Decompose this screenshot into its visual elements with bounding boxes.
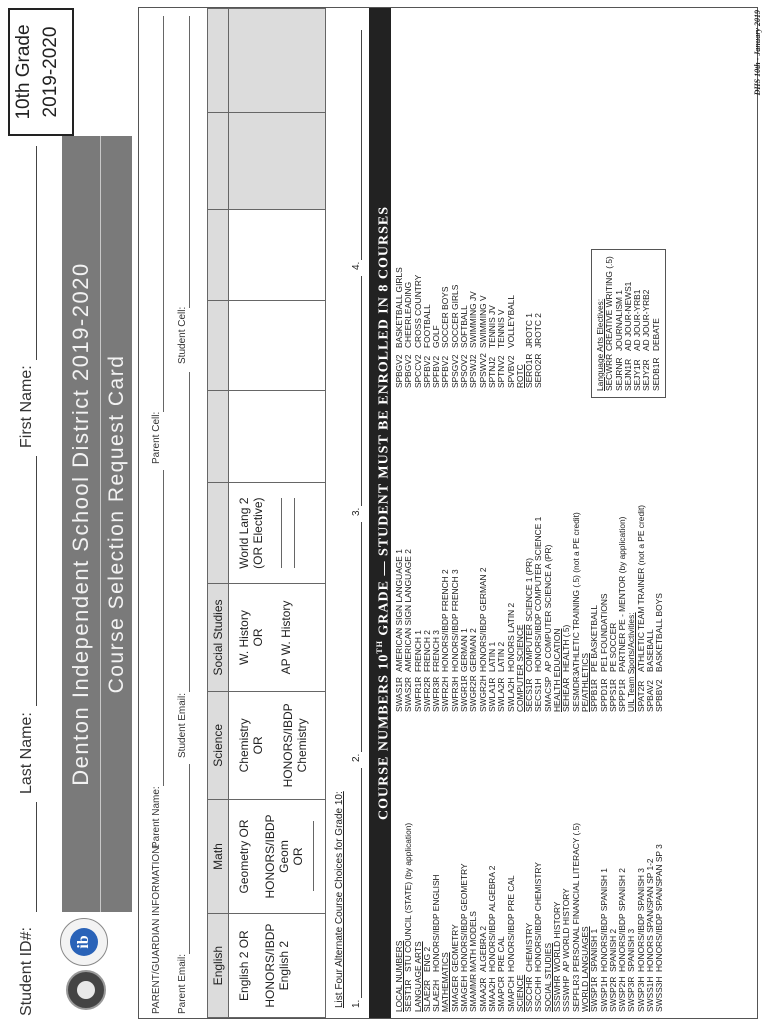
course-name: HONORS/IBDP GEOMETRY <box>459 863 470 972</box>
banner-superscript: TH <box>375 640 384 654</box>
course-name: ALGEBRA 2 <box>477 925 488 972</box>
language-arts-electives-box <box>591 249 666 398</box>
last-name-field[interactable] <box>36 456 37 706</box>
course-code: SPSWJ2 <box>468 354 479 388</box>
course-code: SPPB1R <box>589 678 600 712</box>
student-email-label: Student Email: <box>177 692 188 758</box>
math-or: OR <box>291 847 305 866</box>
header-english: English <box>208 914 229 1018</box>
course-code: SWSS1H <box>645 976 656 1012</box>
section-heading: ROTC <box>514 364 525 388</box>
course-name: DEBATE <box>650 318 661 351</box>
section-heading: LANGUAGE ARTS <box>412 941 423 1012</box>
course-code: SLAE2R <box>421 979 432 1012</box>
world-lang-note: (OR Elective) <box>251 497 265 569</box>
course-code: SEPFLR3 <box>570 974 581 1012</box>
course-code: SPFBV2 <box>440 355 451 388</box>
course-name: PE BASKETBALL <box>589 604 600 672</box>
course-code: SMAMMR <box>468 973 479 1012</box>
course-code: SWLA1R <box>486 677 497 712</box>
course-name: AP COMPUTER SCIENCE A (PR) <box>542 544 553 672</box>
alternate-1-label: 1. <box>351 999 362 1008</box>
course-name: PRE CAL <box>496 936 507 972</box>
course-name: HONORS/IBDP SPANISH 2 <box>617 868 628 972</box>
course-name: HONORS/IBDP ALGEBRA 2 <box>486 865 497 972</box>
course-name: ATHLETIC TRAINING (.5) (not a PE credit) <box>570 512 581 672</box>
course-code: SWSP1R <box>589 976 600 1012</box>
course-code: SPSGV2 <box>449 354 460 388</box>
course-code: SEJRNR <box>613 357 624 391</box>
course-code: SPTNV2 <box>496 355 507 388</box>
course-name: GERMAN 2 <box>468 628 479 672</box>
course-name: CHEERLEADING <box>403 281 414 348</box>
course-code: SECS1H <box>533 678 544 712</box>
course-code: SPSWV2 <box>477 353 488 388</box>
course-code: SMAPCH <box>505 976 516 1012</box>
course-code: SWGR1R <box>459 675 470 712</box>
parent-info-label: PARENT/GUARDIAN INFORMATION: <box>151 843 162 1014</box>
course-code: SECWRR <box>604 353 615 391</box>
science-option-2: HONORS/IBDP <box>281 703 295 788</box>
course-name: HONORS/IBDP ENGLISH <box>431 874 442 972</box>
parent-name-label: Parent Name: <box>151 786 162 848</box>
course-code: SEST1R <box>403 979 414 1012</box>
course-name: AD JOUR-NEWS1 <box>622 281 633 351</box>
course-cell-7[interactable] <box>229 300 326 390</box>
course-name: FRENCH 2 <box>421 630 432 672</box>
course-name: SPANISH 2 <box>607 928 618 972</box>
course-list <box>395 12 751 1012</box>
course-code: SMACSP <box>542 676 553 712</box>
course-code: SWAS1R <box>394 676 404 712</box>
course-name: PERSONAL FINANCIAL LITERACY (.5) <box>570 822 581 972</box>
course-name: WORLD HISTORY <box>552 901 563 972</box>
course-name: HONORS/IBDP GERMAN 2 <box>477 567 488 672</box>
student-id-field[interactable] <box>36 802 37 912</box>
student-cell-label: Student Cell: <box>177 306 188 364</box>
course-name: AD JOUR-YRB2 <box>641 289 652 351</box>
course-code: SPSOV2 <box>459 354 470 388</box>
course-name: MATH MODELS <box>468 911 479 972</box>
course-name: SOFTBALL <box>459 305 470 348</box>
course-code: SPBGV2 <box>394 354 404 388</box>
grade-box <box>8 8 74 136</box>
header-blank-6 <box>208 9 229 113</box>
course-code: SLAE2H <box>431 979 442 1012</box>
course-name: HONORS/IBDP SPANISH 1 <box>598 868 609 972</box>
course-code: SMAA2H <box>486 977 497 1012</box>
header-blank-2 <box>208 390 229 483</box>
course-code: SWFR3H <box>449 676 460 712</box>
course-code: SPPD1R <box>598 678 609 712</box>
electives-list <box>596 256 661 391</box>
course-name: AD JOUR-YRB1 <box>632 289 643 351</box>
world-lang-line-2[interactable] <box>294 498 295 568</box>
course-name: SWIMMING V <box>477 295 488 348</box>
school-year: 2019-2020 <box>40 26 61 118</box>
course-code: SWAS2R <box>403 676 414 712</box>
course-code: SWFR2H <box>440 676 451 712</box>
course-code: SPBBV2 <box>654 679 665 712</box>
course-name: HONORS/IBDP COMPUTER SCIENCE 1 <box>533 516 544 672</box>
header-math: Math <box>208 799 229 914</box>
course-name: PE1 FOUNDATIONS <box>598 593 609 672</box>
section-heading: LOCAL NUMBERS <box>394 940 404 1012</box>
course-name: BASKETBALL BOYS <box>654 593 665 672</box>
science-option-1: Chemistry <box>237 718 251 773</box>
course-name: CHEMISTRY <box>524 922 535 972</box>
card-title: Course Selection Request Card <box>105 354 128 694</box>
course-name: SPANISH 3 <box>626 928 637 972</box>
section-heading: SCIENCE <box>514 974 525 1012</box>
course-code: SPFBV2 <box>421 355 432 388</box>
course-name: FRENCH 3 <box>431 630 442 672</box>
course-code: SEDB1R <box>650 357 661 391</box>
course-code: SWSP2R <box>607 976 618 1012</box>
section-heading: SOCIAL STUDIES <box>542 942 553 1012</box>
course-code: SECS1R <box>524 678 535 712</box>
course-name: HONORS/IBDP FRENCH 3 <box>449 569 460 672</box>
course-code: SPPS1R <box>607 678 618 712</box>
title-banner <box>62 136 132 912</box>
math-blank-line[interactable] <box>313 821 314 891</box>
last-name-label: Last Name: <box>18 712 35 794</box>
header-blank-5 <box>208 112 229 210</box>
parent-cell-field[interactable] <box>163 16 164 412</box>
alternate-3-field[interactable] <box>361 276 362 506</box>
section-heading: WORLD LANGUAGES <box>579 926 590 1012</box>
first-name-label: First Name: <box>18 365 35 448</box>
electives-heading: Language Arts Electives: <box>595 298 605 391</box>
course-name: HONORS/IBDP PRE CAL <box>505 875 516 972</box>
course-code: SPFBV2 <box>431 355 442 388</box>
course-name: LATIN 2 <box>496 641 507 672</box>
english-option-1: English 2 OR <box>237 930 251 1001</box>
header-blank-3 <box>208 300 229 390</box>
course-code: SPBAV2 <box>645 680 656 712</box>
parent-cell-label: Parent Cell: <box>151 411 162 464</box>
course-code: SSCCHR <box>524 976 535 1012</box>
math-option-2: HONORS/IBDP Geom <box>263 814 291 899</box>
alternate-2-field[interactable] <box>361 522 362 752</box>
alternate-4-label: 4. <box>351 261 362 270</box>
student-id-label: Student ID#: <box>18 927 35 1016</box>
alternate-4-field[interactable] <box>361 30 362 260</box>
course-code: SWSP3H <box>635 976 646 1012</box>
course-row <box>534 267 543 388</box>
alternate-choices <box>334 28 365 1008</box>
first-name-field[interactable] <box>36 146 37 360</box>
course-name: SOCCER BOYS <box>440 286 451 348</box>
course-name: HONORS/IBDP FRENCH 2 <box>440 569 451 672</box>
parent-email-field[interactable] <box>189 764 190 954</box>
course-code: SEJY2R <box>641 359 652 391</box>
district-seal-logo <box>66 970 106 1010</box>
course-code: SPBGV2 <box>403 354 414 388</box>
district-title: Denton Independent School District 2019-2020 <box>62 136 101 912</box>
banner-right-text: GRADE — STUDENT MUST BE ENROLLED IN 8 COURSES <box>376 206 392 641</box>
course-code: SERO2R <box>533 353 544 388</box>
course-code: SMAA2R <box>477 977 488 1012</box>
course-code: SMAGER <box>449 975 460 1012</box>
ib-school-logo: ib <box>60 918 108 966</box>
course-row <box>655 505 664 712</box>
english-cell[interactable] <box>229 914 326 1018</box>
course-code: SMAGEH <box>459 975 470 1012</box>
english-option-2: HONORS/IBDP <box>263 923 277 1008</box>
course-code: SPPP1R <box>617 678 628 712</box>
alternate-1-field[interactable] <box>361 768 362 998</box>
science-option-2-name: Chemistry <box>295 718 309 773</box>
course-name: SOCCER GIRLS <box>449 284 460 348</box>
header-blank-1 <box>208 483 229 584</box>
course-code: SWFR1R <box>412 676 423 712</box>
course-name: ENG 2 <box>421 946 432 972</box>
course-code: SPTNJ2 <box>486 356 497 388</box>
social-or: OR <box>251 628 265 647</box>
course-code: SEHEAR <box>561 677 572 712</box>
course-code: SWFR2R <box>421 676 432 712</box>
course-code: SESMDR3 <box>570 671 581 712</box>
course-name: HONORS/IBDP CHEMISTRY <box>533 862 544 972</box>
course-code: SWGR2H <box>477 675 488 712</box>
course-name: HONORS SPAN/SPAN SP 1-2 <box>645 858 656 972</box>
course-code: SMAPCR <box>496 976 507 1012</box>
course-code: SSSWHR <box>552 975 563 1012</box>
section-heading: HEALTH EDUCATION <box>552 628 563 712</box>
banner-left-text: COURSE NUMBERS 10 <box>376 653 392 820</box>
alternate-3-label: 3. <box>351 507 362 516</box>
course-name: FOOTBALL <box>421 304 432 348</box>
section-heading: UIL Team Sports/Activities: <box>626 612 637 712</box>
course-name: FRENCH 1 <box>412 630 423 672</box>
social-option-2: AP W. History <box>279 600 293 675</box>
section-heading: COMPUTER SCIENCE <box>514 624 525 712</box>
course-name: CROSS COUNTRY <box>412 274 423 348</box>
course-name: AMERICAN SIGN LANGUAGE 2 <box>403 549 414 672</box>
course-name: HONORS/IBDP SPAN/SPAN SP 3 <box>654 844 665 972</box>
student-cell-field[interactable] <box>189 16 190 308</box>
course-name: HONORS LATIN 2 <box>505 602 516 672</box>
math-option-1: Geometry OR <box>237 819 251 894</box>
course-name: BASEBALL <box>645 629 656 672</box>
header-blank-4 <box>208 210 229 301</box>
course-name: TENNIS V <box>496 309 507 348</box>
grade-label: 10th Grade <box>13 24 34 120</box>
course-name: STU COUNCIL (STATE) (by application) <box>403 822 414 972</box>
course-column-1 <box>395 823 665 1012</box>
alternate-label: List Four Alternate Course Choices for Grade 10: <box>334 791 345 1008</box>
course-name: ATHLETIC TEAM TRAINER (not a PE credit) <box>635 504 646 672</box>
course-cell-9 <box>229 112 326 210</box>
student-email-field[interactable] <box>189 372 190 692</box>
course-cell-10 <box>229 9 326 113</box>
course-code: SWSP2H <box>617 976 628 1012</box>
course-name: BASKETBALL GIRLS <box>394 267 404 348</box>
course-code: SPCCV2 <box>412 354 423 388</box>
course-code: SWSP1H <box>598 976 609 1012</box>
course-code: SEJN1R <box>622 358 633 391</box>
course-name: HONORS/IBDP SPANISH 3 <box>635 868 646 972</box>
alternate-2-label: 2. <box>351 753 362 762</box>
course-name: GEOMETRY <box>449 924 460 972</box>
course-cell-8[interactable] <box>229 210 326 301</box>
course-code: SERO1R <box>524 353 535 388</box>
course-code: SEJY1R <box>632 359 643 391</box>
course-cell-6[interactable] <box>229 390 326 483</box>
english-option-2-name: English 2 <box>277 940 291 991</box>
course-name: GERMAN 1 <box>459 628 470 672</box>
course-name: HEALTH (.5) <box>561 624 572 672</box>
parent-row-1 <box>151 14 165 1014</box>
course-column-2 <box>395 505 665 712</box>
course-name: LATIN 1 <box>486 641 497 672</box>
course-name: AP WORLD HISTORY <box>561 888 572 972</box>
social-studies-cell[interactable] <box>229 583 326 691</box>
course-code: SWSS3H <box>654 976 665 1012</box>
course-name: CREATIVE WRITING (.5) <box>604 256 615 351</box>
course-code: SPVBV2 <box>505 355 516 388</box>
header-science: Science <box>208 692 229 800</box>
world-lang-line-1[interactable] <box>281 498 282 568</box>
course-code: SSSWHP <box>561 975 572 1012</box>
world-lang-label: World Lang 2 <box>237 497 251 569</box>
course-code: SWLA2H <box>505 677 516 712</box>
parent-email-label: Parent Email: <box>177 953 188 1014</box>
course-code: SPAT2R <box>635 680 646 712</box>
course-name: VOLLEYBALL <box>505 294 516 348</box>
course-numbers-banner <box>369 8 391 1018</box>
course-name: GOLF <box>431 325 442 348</box>
student-name-row <box>18 146 40 1016</box>
course-code: SWLA2R <box>496 677 507 712</box>
math-cell[interactable] <box>229 799 326 914</box>
course-name: COMPUTER SCIENCE 1 (PR) <box>524 557 535 672</box>
form-frame <box>138 7 758 1019</box>
course-code: SWGR2R <box>468 675 479 712</box>
parent-name-field[interactable] <box>163 470 164 786</box>
elective-row <box>652 256 661 391</box>
course-code: SSCCHH <box>533 976 544 1012</box>
course-name: JROTC 1 <box>524 313 535 348</box>
science-cell[interactable] <box>229 692 326 800</box>
course-name: SWIMMING JV <box>468 291 479 348</box>
header-social-studies: Social Studies <box>208 583 229 691</box>
section-heading: PE/ATHLETICS <box>579 653 590 712</box>
social-option-1: W. History <box>237 610 251 665</box>
parent-row-2 <box>177 14 191 1014</box>
course-name: SPANISH 1 <box>589 928 600 972</box>
course-name: JOURNALISM 1 <box>613 290 624 351</box>
section-heading: MATHEMATICS <box>440 952 451 1012</box>
science-or: OR <box>251 736 265 755</box>
footer-version: DHS 10th - January 2019 <box>753 10 762 96</box>
course-column-3 <box>395 267 544 388</box>
course-name: JROTC 2 <box>533 313 544 348</box>
course-name: PARTNER PE - MENTOR (by application) <box>617 516 628 672</box>
course-name: TENNIS JV <box>486 305 497 348</box>
course-row <box>655 823 664 1012</box>
course-code: SWFR3R <box>431 676 442 712</box>
course-name: PE SOCCER <box>607 622 618 672</box>
core-course-table <box>207 8 326 1018</box>
course-name: AMERICAN SIGN LANGUAGE 1 <box>394 549 404 672</box>
world-language-cell[interactable] <box>229 483 326 584</box>
course-code: SWSP3R <box>626 976 637 1012</box>
